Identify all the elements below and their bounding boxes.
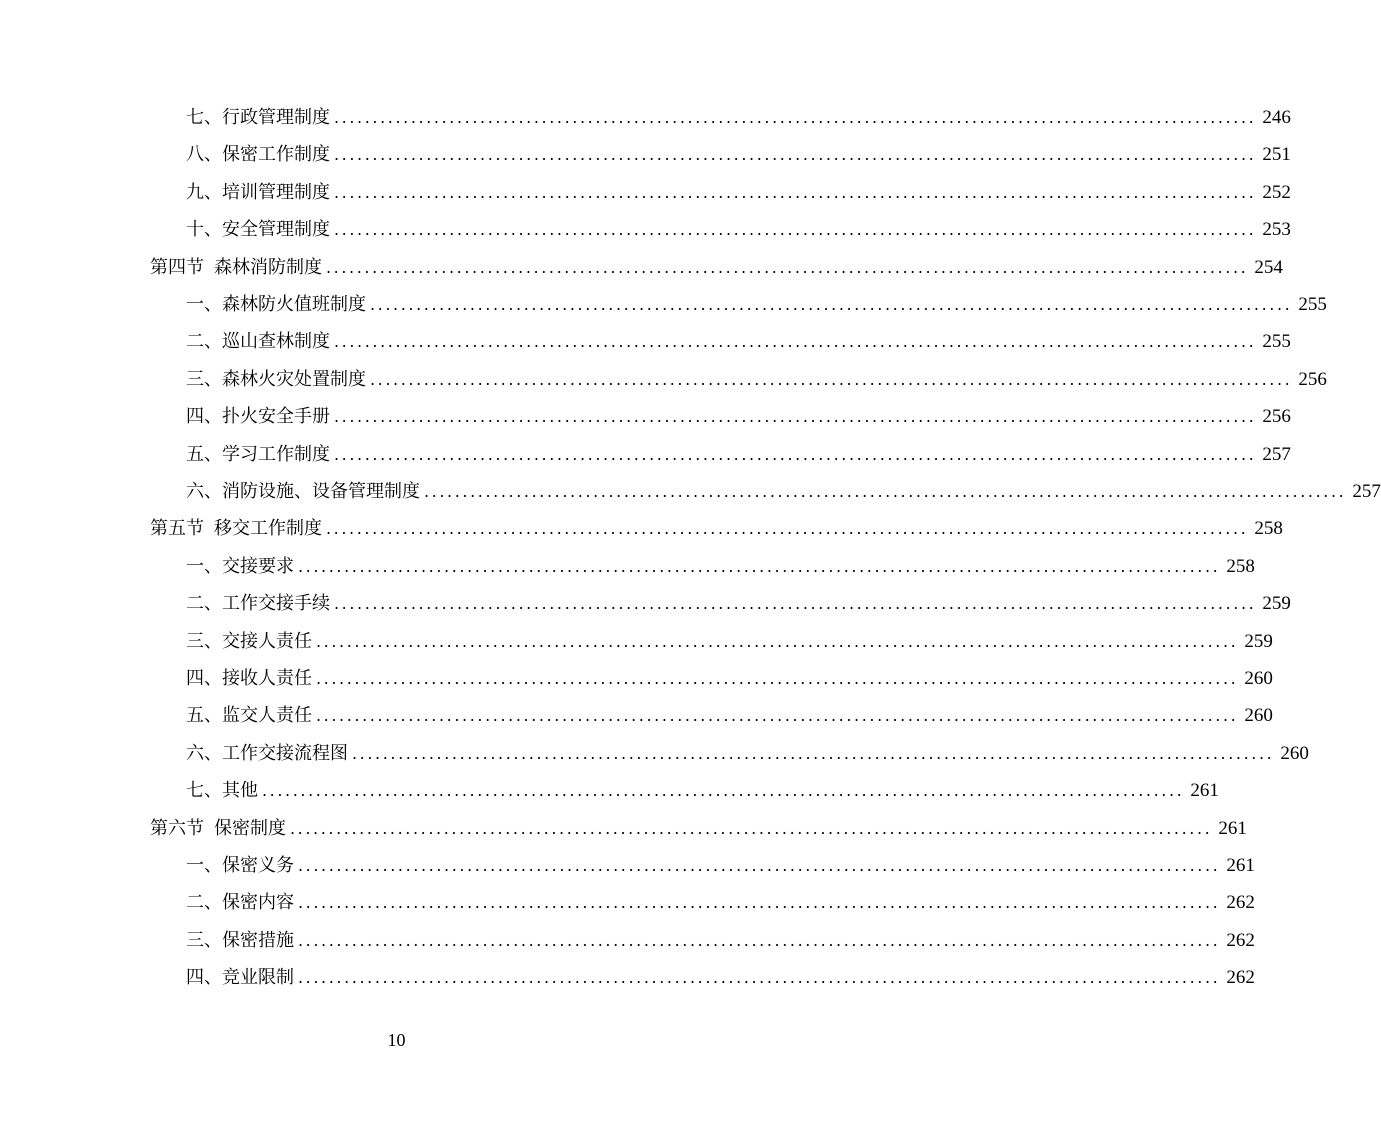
toc-subsection-entry — [186, 960, 1255, 996]
toc-entry-page: 262 — [1226, 967, 1255, 989]
toc-dot-leader: ........................................................................................................................ — [334, 332, 1257, 352]
toc-subsection-entry — [186, 736, 1309, 772]
toc-dot-leader: ........................................................................................................................ — [334, 444, 1257, 464]
toc-subsection-entry — [186, 287, 1327, 323]
toc-entry-page: 257 — [1262, 443, 1291, 465]
toc-entry-page: 254 — [1254, 256, 1283, 278]
toc-entry-number: 七、 — [186, 780, 222, 802]
toc-subsection-entry — [186, 923, 1255, 959]
toc-subsection-entry — [186, 212, 1291, 248]
toc-entry-title: 扑火安全手册 — [222, 406, 330, 428]
toc-entry-number: 十、 — [186, 219, 222, 241]
toc-entry-number: 第四节 — [150, 256, 204, 278]
toc-entry-page: 251 — [1262, 144, 1291, 166]
toc-subsection-entry — [186, 773, 1219, 809]
toc-dot-leader: ........................................................................................................................ — [298, 893, 1221, 913]
toc-subsection-entry — [186, 624, 1273, 660]
toc-entry-title: 巡山查林制度 — [222, 331, 330, 353]
toc-entry-title: 保密义务 — [222, 855, 294, 876]
toc-entry-title: 竞业限制 — [222, 967, 294, 989]
toc-entry-title: 培训管理制度 — [222, 181, 330, 203]
toc-subsection-entry — [186, 137, 1291, 173]
toc-subsection-entry — [186, 848, 1255, 884]
toc-entry-title: 工作交接流程图 — [222, 742, 348, 764]
toc-dot-leader: ........................................................................................................................ — [316, 706, 1239, 726]
toc-entry-number: 第五节 — [150, 518, 204, 540]
toc-entry-number: 五、 — [186, 443, 222, 465]
toc-dot-leader: ........................................................................................................................ — [298, 968, 1221, 988]
toc-entry-page: 252 — [1262, 181, 1291, 203]
toc-subsection-entry — [186, 324, 1291, 360]
toc-subsection-entry — [186, 100, 1291, 136]
toc-entry-title: 移交工作制度 — [214, 518, 322, 540]
toc-dot-leader: ........................................................................................................................ — [298, 930, 1221, 950]
toc-dot-leader: ........................................................................................................................ — [334, 594, 1257, 614]
toc-entry-page: 255 — [1262, 331, 1291, 353]
toc-entry-title: 消防设施、设备管理制度 — [222, 481, 420, 502]
toc-dot-leader: ........................................................................................................................ — [424, 482, 1347, 501]
toc-entry-number: 四、 — [186, 967, 222, 989]
toc-entry-page: 258 — [1226, 555, 1255, 577]
toc-entry-title: 行政管理制度 — [222, 107, 330, 128]
toc-subsection-entry — [186, 437, 1291, 473]
toc-dot-leader: ........................................................................................................................ — [298, 556, 1221, 576]
toc-dot-leader: ........................................................................................................................ — [326, 257, 1249, 277]
toc-entry-page: 262 — [1226, 892, 1255, 914]
toc-entry-page: 258 — [1254, 518, 1283, 540]
toc-entry-title: 保密内容 — [222, 892, 294, 914]
toc-subsection-entry — [186, 586, 1291, 622]
toc-subsection-entry — [186, 175, 1291, 211]
toc-entry-number: 一、 — [186, 294, 222, 315]
toc-entry-page: 260 — [1280, 742, 1309, 764]
toc-entry-title: 监交人责任 — [222, 705, 312, 727]
toc-subsection-entry — [186, 661, 1273, 697]
toc-entry-title: 学习工作制度 — [222, 443, 330, 465]
toc-entry-number: 一、 — [186, 555, 222, 577]
toc-entry-number: 三、 — [186, 929, 222, 951]
toc-entry-page: 253 — [1262, 219, 1291, 241]
toc-entry-page: 260 — [1244, 705, 1273, 727]
toc-subsection-entry — [186, 549, 1255, 585]
toc-dot-leader: ........................................................................................................................ — [326, 519, 1249, 539]
toc-entry-title: 保密制度 — [214, 817, 286, 839]
toc-entry-number: 五、 — [186, 705, 222, 727]
toc-entry-title: 森林防火值班制度 — [222, 294, 366, 315]
toc-entry-title: 交接要求 — [222, 555, 294, 577]
toc-entry-number: 四、 — [186, 406, 222, 428]
toc-dot-leader: ........................................................................................................................ — [298, 856, 1221, 875]
toc-entry-number: 第六节 — [150, 817, 204, 839]
page-number: 10 — [387, 1030, 406, 1050]
toc-entry-page: 260 — [1244, 668, 1273, 689]
toc-entry-number: 二、 — [186, 593, 222, 615]
toc-dot-leader: ........................................................................................................................ — [262, 781, 1185, 801]
toc-entry-number: 三、 — [186, 368, 222, 390]
toc-entry-page: 259 — [1244, 630, 1273, 652]
toc-section-entry — [150, 250, 1283, 286]
toc-dot-leader: ........................................................................................................................ — [316, 669, 1239, 688]
toc-dot-leader: ........................................................................................................................ — [334, 182, 1257, 202]
toc-entry-number: 二、 — [186, 331, 222, 353]
toc-section-entry — [150, 511, 1283, 547]
toc-entry-title: 接收人责任 — [222, 668, 312, 689]
toc-entry-page: 246 — [1262, 107, 1291, 128]
toc-dot-leader: ........................................................................................................................ — [334, 108, 1257, 127]
toc-dot-leader: ........................................................................................................................ — [334, 407, 1257, 427]
toc-entry-number: 二、 — [186, 892, 222, 914]
toc-subsection-entry — [186, 698, 1273, 734]
toc-subsection-entry — [186, 885, 1255, 921]
toc-dot-leader: ........................................................................................................................ — [370, 295, 1293, 314]
toc-subsection-entry — [186, 362, 1327, 398]
toc-entry-page: 261 — [1190, 780, 1219, 802]
toc-entry-title: 森林消防制度 — [214, 256, 322, 278]
toc-entry-page: 261 — [1218, 817, 1247, 839]
toc-entry-page: 261 — [1226, 855, 1255, 876]
toc-dot-leader: ........................................................................................................................ — [352, 743, 1275, 763]
toc-entry-page: 262 — [1226, 929, 1255, 951]
toc-entry-title: 交接人责任 — [222, 630, 312, 652]
toc-entry-title: 森林火灾处置制度 — [222, 368, 366, 390]
toc-dot-leader: ........................................................................................................................ — [334, 145, 1257, 165]
toc-entry-number: 一、 — [186, 855, 222, 876]
toc-entry-number: 八、 — [186, 144, 222, 166]
toc-entry-title: 保密工作制度 — [222, 144, 330, 166]
toc-entry-page: 259 — [1262, 593, 1291, 615]
toc-subsection-entry — [186, 399, 1291, 435]
toc-dot-leader: ........................................................................................................................ — [290, 818, 1213, 838]
toc-entry-page: 255 — [1298, 294, 1327, 315]
toc-entry-number: 九、 — [186, 181, 222, 203]
toc-entry-number: 六、 — [186, 481, 222, 502]
toc-entry-number: 四、 — [186, 668, 222, 689]
toc-dot-leader: ........................................................................................................................ — [334, 220, 1257, 240]
toc-entry-page: 256 — [1298, 368, 1327, 390]
toc-entry-number: 七、 — [186, 107, 222, 128]
toc-section-entry — [150, 811, 1247, 847]
toc-entry-number: 三、 — [186, 630, 222, 652]
toc-entry-title: 安全管理制度 — [222, 219, 330, 241]
toc-entry-title: 其他 — [222, 780, 258, 802]
toc-entry-title: 工作交接手续 — [222, 593, 330, 615]
toc-entry-number: 六、 — [186, 742, 222, 764]
toc-entry-page: 256 — [1262, 406, 1291, 428]
toc-entry-title: 保密措施 — [222, 929, 294, 951]
toc-dot-leader: ........................................................................................................................ — [316, 631, 1239, 651]
toc-dot-leader: ........................................................................................................................ — [370, 369, 1293, 389]
toc-subsection-entry — [186, 474, 1381, 510]
toc-entry-page: 257 — [1352, 481, 1381, 502]
